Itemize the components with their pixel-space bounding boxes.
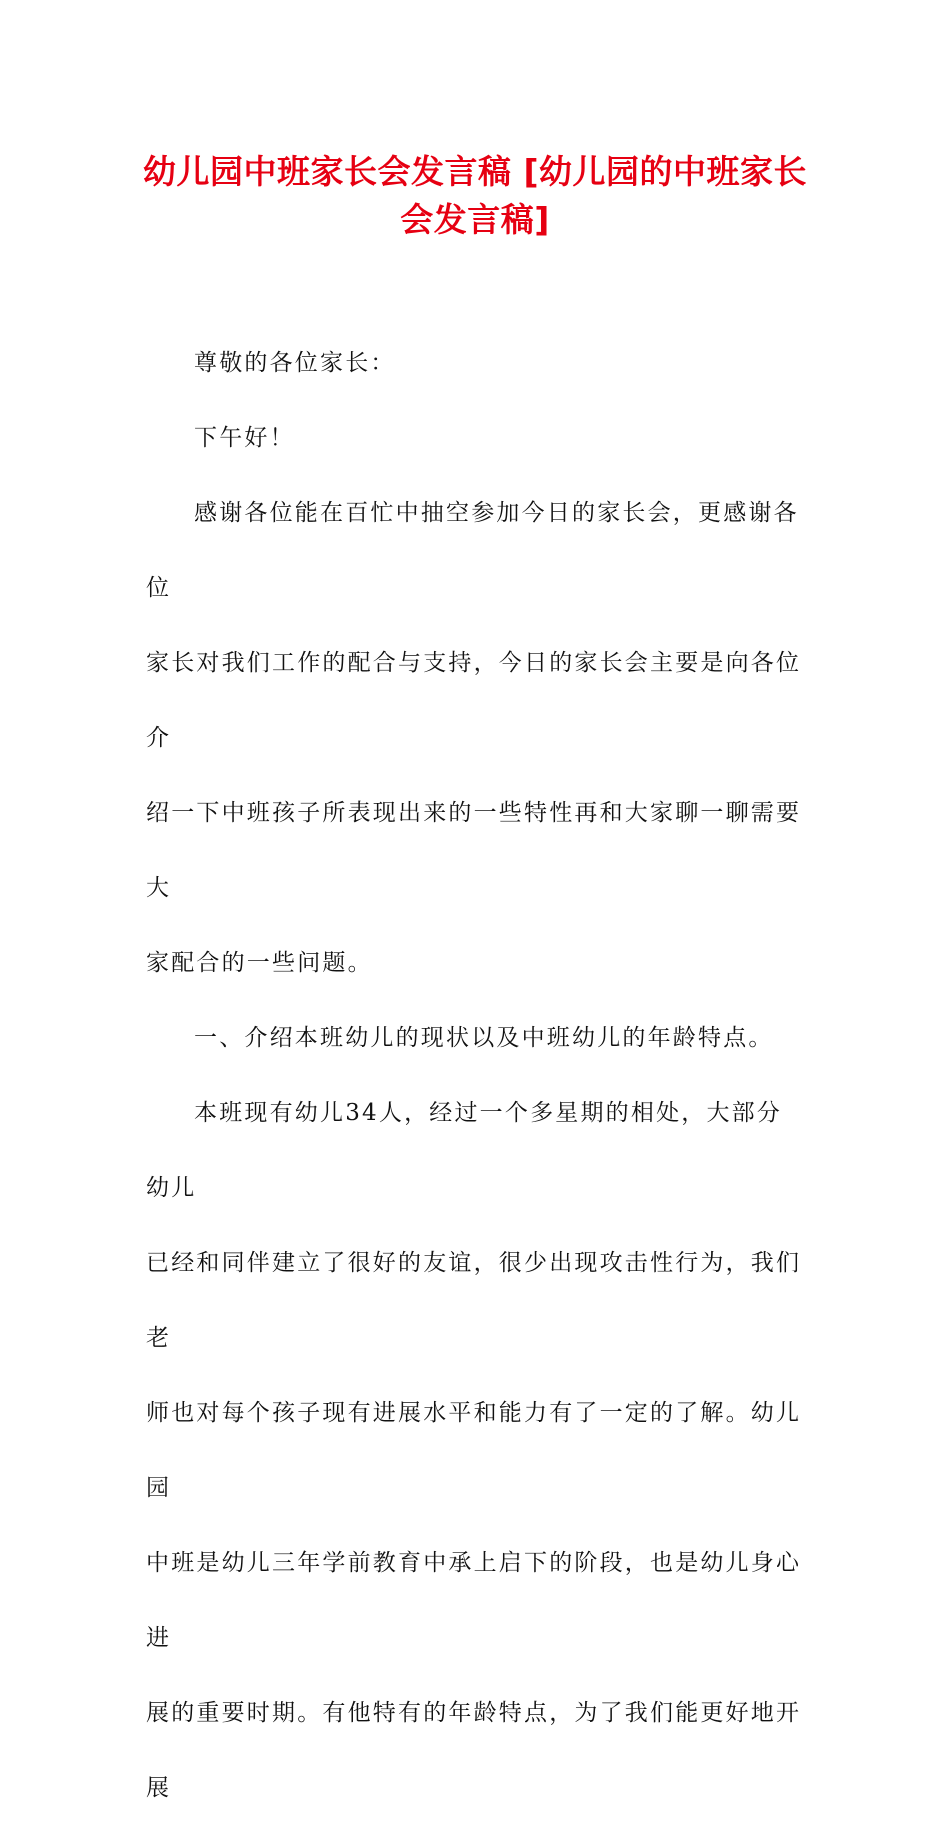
document-title [120, 148, 830, 244]
title-line-2: 会发言稿] [400, 200, 550, 239]
paragraph-class-status: 本班现有幼儿34人，经过一个多星期的相处，大部分幼儿 已经和同伴建立了很好的友谊，很少出现攻击性行为，我们老 师也对每个孩子现有进展水平和能力有了一定的了解。幼儿园 中班是幼儿三年学前教育中承上启下的阶段，也是幼儿身心进 展的重要时期。有他特有的年龄特点，为了我们能更好地开展 [146, 1100, 802, 1801]
title-line-1: 幼儿园中班家长会发言稿 [幼儿园的中班家长 [142, 152, 808, 191]
paragraph-thanks: 感谢各位能在百忙中抽空参加今日的家长会，更感谢各位 家长对我们工作的配合与支持，今日的家长会主要是向各位介 绍一下中班孩子所表现出来的一些特性再和大家聊一聊需要大 家配合的一些问题。 [146, 500, 802, 976]
greeting: 下午好！ [194, 425, 295, 451]
salutation: 尊敬的各位家长： [194, 350, 396, 376]
document-body [146, 326, 806, 1826]
section-heading-1: 一、介绍本班幼儿的现状以及中班幼儿的年龄特点。 [194, 1025, 774, 1051]
